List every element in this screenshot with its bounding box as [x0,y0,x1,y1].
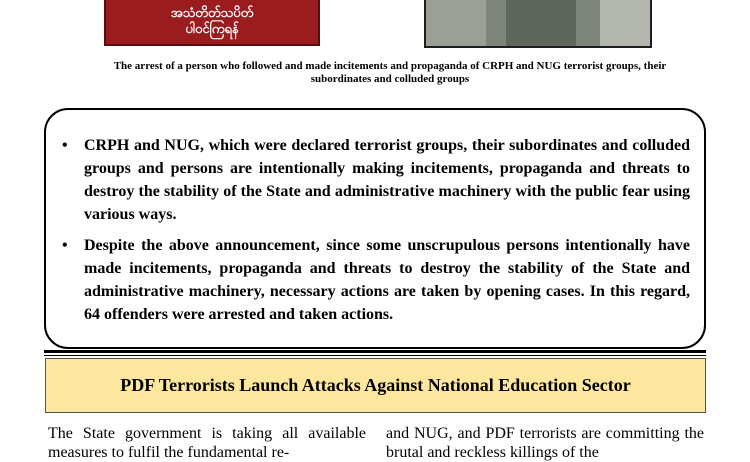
notice-bullet-1: • CRPH and NUG, which were declared terrorist groups, their subordinates and colluded groups and persons are intentionally making incitements, propaganda and threats to destroy the stability of the State and administrative machinery with the public fear using various ways. [84,134,690,226]
photo-region [506,0,576,46]
photo-caption: The arrest of a person who followed and made incitements and propaganda of CRPH and NUG terrorist groups, their subordinates and colluded groups [113,60,667,85]
section-divider [44,350,706,353]
notice-box [44,108,706,349]
section-divider-thin [44,355,706,356]
arrest-photo [424,0,652,48]
sign-text-line-2: ပါဝင်ကြရန် [185,22,239,37]
protest-sign-photo [104,0,320,46]
notice-bullet-2: • Despite the above announcement, since some unscrupulous persons intentionally have made incitements, propaganda and threats to destroy the stability of the State and administrative machinery, necessary actions are taken by opening cases. In this regard, 64 offenders were arrested and taken actions. [84,234,690,326]
photo-region [600,0,650,46]
body-column-right: and NUG, and PDF terrorists are committing the brutal and reckless killings of the [386,425,704,461]
sign-text-line-1: အသံတိတ်သပိတ် [170,6,254,21]
body-column-left: The State government is taking all available measures to fulfil the fundamental re- [48,425,366,461]
headline-banner [45,358,706,413]
article-headline: PDF Terrorists Launch Attacks Against National Education Sector [120,375,631,395]
photo-region [426,0,486,46]
